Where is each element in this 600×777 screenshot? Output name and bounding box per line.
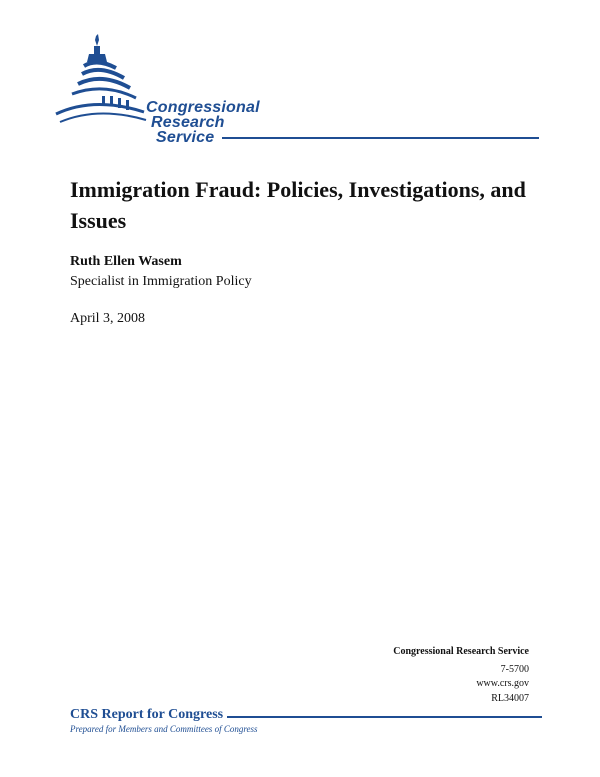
meta-phone: 7-5700 — [500, 663, 529, 675]
meta-report-number: RL34007 — [491, 692, 529, 704]
footer-subtitle: Prepared for Members and Committees of Congress — [70, 724, 258, 734]
meta-organization: Congressional Research Service — [393, 646, 529, 657]
author-name: Ruth Ellen Wasem — [70, 254, 182, 269]
logo-line-congressional: Congressional — [146, 99, 260, 116]
logo-line-service: Service — [156, 129, 215, 146]
report-title: Immigration Fraud: Policies, Investigations, and Issues — [70, 177, 526, 233]
logo-line-research: Research — [151, 114, 225, 131]
crs-logo — [54, 32, 544, 148]
report-metadata — [393, 645, 529, 706]
logo-rule — [222, 137, 539, 139]
meta-website: www.crs.gov — [476, 678, 529, 689]
author-role: Specialist in Immigration Policy — [70, 274, 252, 289]
footer-title: CRS Report for Congress — [70, 707, 227, 723]
report-date: April 3, 2008 — [70, 311, 146, 326]
capitol-dome-icon — [54, 32, 154, 142]
